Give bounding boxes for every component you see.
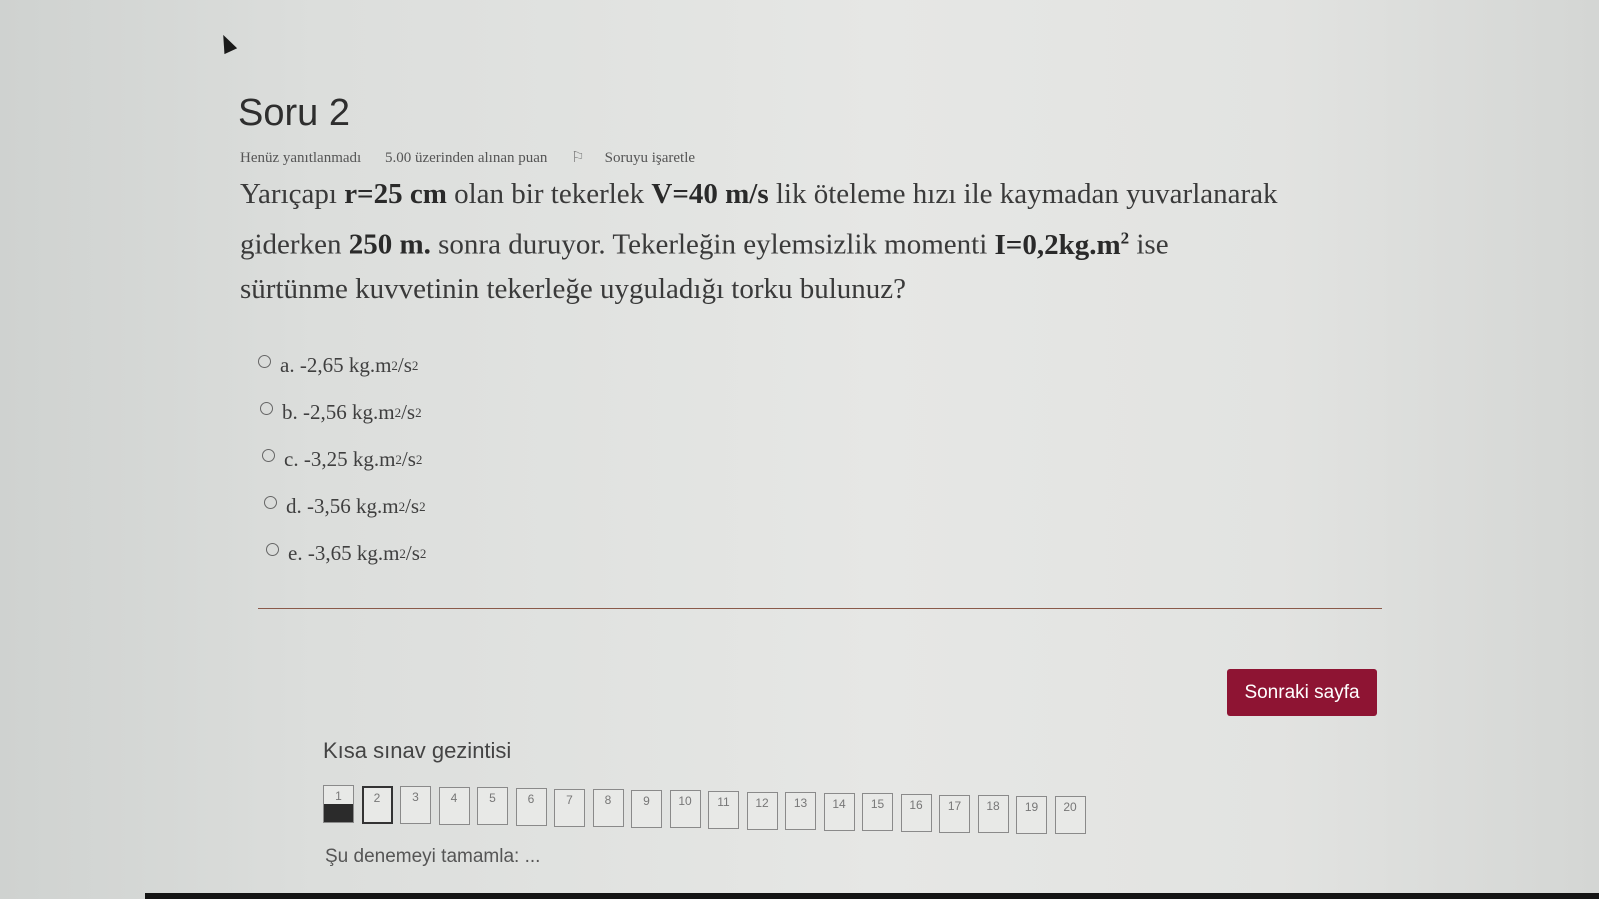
radius-value: r=25 cm	[344, 178, 447, 210]
answer-exponent: 2	[391, 357, 398, 373]
answer-letter: d.	[286, 494, 302, 518]
radio-button[interactable]	[260, 402, 273, 415]
question-title: Soru 2	[238, 92, 350, 134]
section-divider	[258, 608, 1382, 609]
quiz-nav-number: 1	[335, 789, 342, 803]
radio-button[interactable]	[266, 543, 279, 556]
quiz-nav-number: 8	[604, 793, 612, 808]
answer-unit: /s	[397, 353, 412, 377]
inertia-exponent: 2	[1120, 228, 1130, 247]
answer-unit: /s	[405, 541, 420, 565]
quiz-nav-number: 10	[678, 794, 692, 809]
answer-options	[258, 342, 426, 577]
quiz-nav-button-20[interactable]	[1055, 796, 1086, 834]
flag-question-label: Soruyu işaretle	[604, 150, 696, 166]
mouse-cursor-icon	[217, 32, 237, 54]
velocity-value: V=40 m/s	[651, 178, 769, 210]
quiz-nav-button-9[interactable]	[631, 790, 662, 828]
quiz-nav-button-7[interactable]	[554, 789, 585, 827]
radio-button[interactable]	[262, 449, 275, 462]
question-info	[240, 148, 735, 167]
quiz-nav-number: 5	[489, 791, 496, 806]
radio-button[interactable]	[264, 496, 277, 509]
quiz-nav-number: 9	[643, 793, 650, 808]
question-text-part: olan bir tekerlek	[446, 178, 652, 210]
answered-indicator	[324, 804, 353, 822]
quiz-nav-button-6[interactable]	[516, 788, 547, 826]
quiz-nav-button-3[interactable]	[400, 786, 431, 824]
answer-exponent: 2	[399, 545, 406, 561]
quiz-nav-number: 16	[909, 798, 923, 812]
quiz-nav-button-18[interactable]	[978, 795, 1009, 833]
quiz-nav-number: 14	[832, 796, 846, 811]
quiz-nav-number: 4	[450, 790, 458, 805]
question-text	[240, 172, 1280, 311]
quiz-navigation-title: Kısa sınav gezintisi	[323, 738, 512, 763]
flag-icon: ⚐	[571, 150, 585, 166]
quiz-nav-number: 7	[566, 792, 573, 807]
quiz-navigation	[323, 785, 1093, 834]
quiz-nav-number: 12	[755, 795, 769, 810]
quiz-nav-number: 13	[793, 796, 808, 811]
quiz-nav-number: 15	[870, 797, 885, 812]
quiz-nav-button-5[interactable]	[477, 787, 508, 825]
answer-value: -3,25 kg.m	[303, 447, 396, 471]
answer-exponent: 2	[394, 404, 402, 420]
answer-unit: /s	[405, 494, 420, 518]
quiz-nav-button-4[interactable]	[439, 787, 470, 825]
quiz-nav-button-11[interactable]	[708, 791, 739, 829]
answer-option-e[interactable]	[266, 530, 426, 577]
quiz-nav-button-10[interactable]	[670, 790, 701, 828]
answer-option-b[interactable]	[260, 389, 426, 436]
question-text-part: lik öteleme hızı ile kaymadan yuvarlanarak giderken	[240, 178, 1278, 261]
inertia-value	[995, 229, 1130, 261]
quiz-nav-button-15[interactable]	[862, 793, 893, 831]
answer-letter: e.	[288, 541, 303, 565]
screen-bottom-edge	[145, 893, 1599, 899]
quiz-nav-button-13[interactable]	[785, 792, 816, 830]
quiz-nav-button-12[interactable]	[747, 792, 778, 830]
distance-value: 250 m.	[348, 228, 431, 261]
quiz-nav-number: 11	[717, 795, 730, 809]
quiz-nav-number: 19	[1024, 799, 1039, 814]
radio-button[interactable]	[258, 355, 271, 368]
quiz-nav-button-1[interactable]	[323, 785, 354, 823]
answer-exponent: 2	[419, 498, 426, 514]
quiz-nav-number: 2	[373, 790, 381, 805]
answer-letter: a.	[280, 353, 295, 377]
quiz-nav-button-14[interactable]	[824, 793, 855, 831]
next-page-button[interactable]: Sonraki sayfa	[1227, 669, 1377, 716]
quiz-nav-button-2[interactable]	[362, 786, 393, 824]
answer-value: -3,56 kg.m	[307, 494, 399, 518]
question-text-part: Yarıçapı	[240, 178, 345, 210]
answer-exponent: 2	[419, 545, 427, 561]
answer-exponent: 2	[415, 404, 422, 420]
answer-unit: /s	[401, 400, 416, 424]
flag-question-link[interactable]	[571, 150, 715, 166]
answer-exponent: 2	[415, 451, 423, 467]
quiz-nav-button-19[interactable]	[1016, 796, 1047, 834]
quiz-nav-number: 6	[527, 792, 535, 806]
answer-option-c[interactable]	[262, 436, 426, 483]
answer-option-d[interactable]	[264, 483, 426, 530]
answer-letter: c.	[284, 447, 299, 471]
question-text-part: sonra duruyor. Tekerleğin eylemsizlik momenti	[430, 228, 995, 261]
answer-exponent: 2	[395, 451, 402, 467]
question-status: Henüz yanıtlanmadı	[240, 150, 362, 166]
quiz-nav-number: 3	[412, 790, 419, 805]
answer-letter: b.	[282, 400, 298, 424]
answer-option-a[interactable]	[258, 342, 426, 389]
answer-exponent: 2	[398, 498, 406, 514]
answer-value: -2,65 kg.m	[299, 353, 392, 377]
question-text-part: ise sürtünme kuvvetinin tekerleğe uyguladığı torku bulunuz?	[240, 228, 1169, 305]
answer-value: -3,65 kg.m	[307, 541, 400, 565]
quiz-nav-button-8[interactable]	[593, 789, 624, 827]
question-points: 5.00 üzerinden alınan puan	[384, 150, 548, 166]
answer-value: -2,56 kg.m	[303, 400, 395, 424]
answer-unit: /s	[401, 447, 416, 471]
answer-exponent: 2	[411, 357, 419, 373]
quiz-nav-number: 20	[1063, 800, 1077, 815]
quiz-nav-button-16[interactable]	[901, 794, 932, 832]
finish-attempt-link[interactable]: Şu denemeyi tamamla: ...	[325, 846, 541, 867]
inertia-text: I=0,2kg.m	[994, 228, 1121, 261]
quiz-nav-button-17[interactable]	[939, 795, 970, 833]
quiz-nav-number: 18	[986, 799, 1000, 814]
quiz-nav-number: 17	[947, 798, 962, 813]
